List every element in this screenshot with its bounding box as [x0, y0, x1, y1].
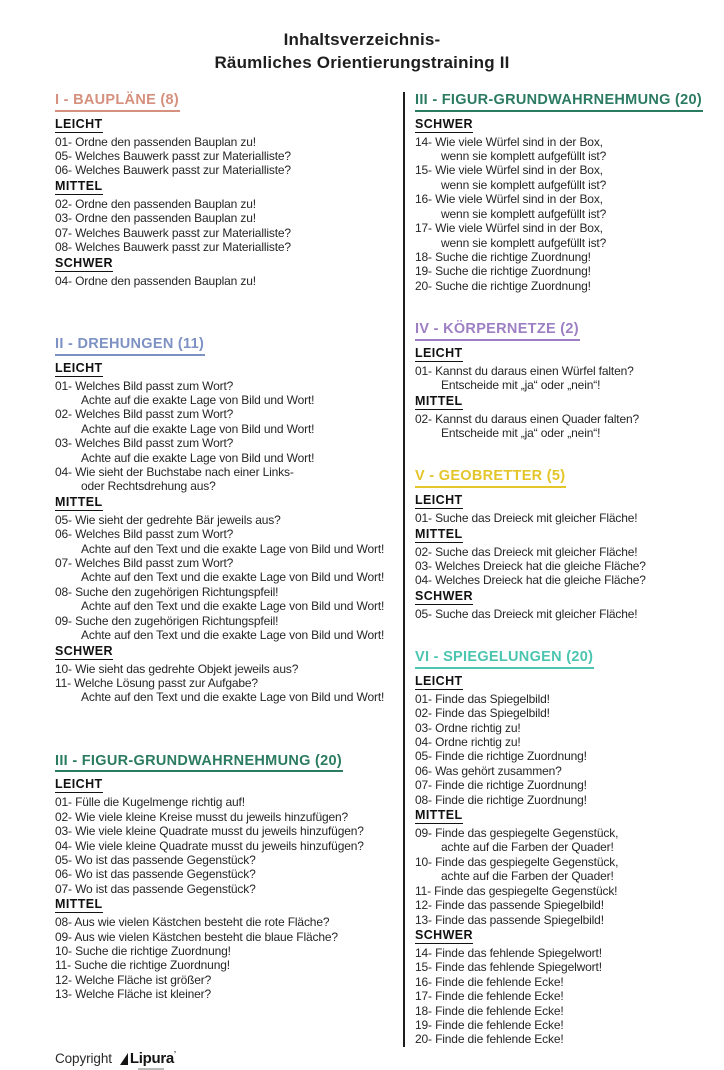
section-figur-grundwahrnehmung-right [415, 92, 712, 293]
toc-item-text: 14- Wie viele Würfel sind in der Box, [415, 134, 603, 149]
toc-item-text: 04- Ordne richtig zu! [415, 735, 521, 750]
footer [0, 1051, 724, 1067]
toc-item-text: 19- Suche die richtige Zuordnung! [415, 264, 591, 279]
toc-item-text: 15- Finde das fehlende Spiegelwort! [415, 960, 602, 975]
toc-item [415, 735, 712, 749]
difficulty-row [415, 345, 712, 364]
toc-item [415, 946, 712, 960]
toc-item-text: 06- Welches Bild passt zum Wort? [55, 527, 234, 542]
toc-item-subtext: Achte auf den Text und die exakte Lage von Bild und Wort! [81, 570, 385, 585]
toc-item [415, 793, 712, 807]
toc-item-text: 03- Welches Dreieck hat die gleiche Fläche? [415, 558, 646, 573]
section-heading-row [415, 92, 712, 116]
toc-item-text: 08- Finde die richtige Zuordnung! [415, 792, 587, 807]
difficulty-label-leicht: LEICHT [415, 673, 463, 688]
toc-item [415, 1004, 712, 1018]
toc-columns [0, 92, 724, 1047]
toc-item-text: 01- Kannst du daraus einen Würfel falten? [415, 363, 634, 378]
difficulty-row [55, 643, 403, 662]
toc-item-subtext: wenn sie komplett aufgefüllt ist? [441, 149, 607, 164]
toc-item [55, 795, 403, 809]
difficulty-row [415, 588, 712, 607]
difficulty-row [415, 116, 712, 135]
lipura-logo [120, 1051, 176, 1067]
toc-item-text: 01- Welches Bild passt zum Wort? [55, 378, 234, 393]
difficulty-row [55, 116, 403, 135]
toc-item-subtext: Achte auf die exakte Lage von Bild und Wort! [81, 450, 315, 465]
toc-item [55, 973, 403, 987]
toc-item-text: 02- Wie viele kleine Kreise musst du jeweils hinzufügen? [55, 809, 349, 824]
toc-item [55, 197, 403, 211]
section-figur-grundwahrnehmung-left [55, 753, 403, 1002]
toc-item-text: 01- Suche das Dreieck mit gleicher Fläche! [415, 511, 638, 526]
toc-item-text: 02- Finde das Spiegelbild! [415, 706, 550, 721]
toc-item-subtext: Achte auf den Text und die exakte Lage von Bild und Wort! [81, 690, 385, 705]
section-heading: VI - SPIEGELUNGEN (20) [415, 649, 594, 669]
toc-item-subtext: achte auf die Farben der Quader! [441, 869, 614, 884]
toc-item [415, 826, 712, 855]
toc-item [415, 163, 712, 192]
toc-item [415, 1032, 712, 1046]
section-heading-row [55, 336, 403, 360]
toc-item-text: 08- Aus wie vielen Kästchen besteht die rote Fläche? [55, 915, 330, 930]
toc-item-text: 05- Wo ist das passende Gegenstück? [55, 853, 256, 868]
toc-item-text: 20- Finde die fehlende Ecke! [415, 1032, 564, 1047]
toc-item [55, 211, 403, 225]
difficulty-label-mittel: MITTEL [55, 897, 103, 912]
toc-item [55, 958, 403, 972]
section-heading: IV - KÖRPERNETZE (2) [415, 321, 580, 341]
toc-item [415, 855, 712, 884]
toc-item-subtext: Achte auf den Text und die exakte Lage von Bild und Wort! [81, 599, 385, 614]
toc-item [415, 1018, 712, 1032]
toc-item-text: 08- Suche den zugehörigen Richtungspfeil! [55, 584, 279, 599]
difficulty-row [415, 492, 712, 511]
toc-item-text: 19- Finde die fehlende Ecke! [415, 1017, 564, 1032]
toc-item-subtext: Achte auf den Text und die exakte Lage von Bild und Wort! [81, 628, 385, 643]
section-heading-row [55, 92, 403, 116]
toc-item-text: 04- Wie viele kleine Quadrate musst du jeweils hinzufügen? [55, 838, 364, 853]
toc-item-text: 16- Wie viele Würfel sind in der Box, [415, 192, 603, 207]
difficulty-row [55, 494, 403, 513]
difficulty-label-mittel: MITTEL [415, 393, 463, 408]
toc-item-text: 06- Was gehört zusammen? [415, 763, 562, 778]
toc-item-text: 17- Finde die fehlende Ecke! [415, 989, 564, 1004]
toc-item-text: 11- Welche Lösung passt zur Aufgabe? [55, 675, 258, 690]
toc-item [415, 135, 712, 164]
toc-item [55, 436, 403, 465]
section-drehungen [55, 336, 403, 705]
toc-item-text: 20- Suche die richtige Zuordnung! [415, 278, 591, 293]
toc-item-text: 06- Welches Bauwerk passt zur Materialliste? [55, 163, 291, 178]
difficulty-row [55, 776, 403, 795]
toc-item [415, 898, 712, 912]
section-heading-row [415, 321, 712, 345]
toc-item-text: 18- Suche die richtige Zuordnung! [415, 249, 591, 264]
difficulty-row [415, 927, 712, 946]
toc-item [55, 513, 403, 527]
toc-item-subtext: Entscheide mit „ja“ oder „nein“! [441, 426, 601, 441]
page-title-line2: Räumliches Orientierungstraining II [214, 53, 510, 72]
toc-item-text: 15- Wie viele Würfel sind in der Box, [415, 163, 603, 178]
triangle-icon [120, 1053, 128, 1065]
trademark-icon: ’ [173, 1050, 176, 1058]
toc-item-text: 02- Ordne den passenden Bauplan zu! [55, 196, 256, 211]
section-heading: III - FIGUR-GRUNDWAHRNEHMUNG (20) [415, 92, 703, 112]
toc-item [415, 573, 712, 587]
difficulty-row [55, 178, 403, 197]
toc-item-text: 10- Suche die richtige Zuordnung! [55, 944, 231, 959]
difficulty-row [55, 255, 403, 274]
toc-item-text: 05- Finde die richtige Zuordnung! [415, 749, 587, 764]
toc-item-text: 07- Welches Bauwerk passt zur Materialliste? [55, 225, 291, 240]
toc-item [55, 853, 403, 867]
difficulty-row [415, 526, 712, 545]
section-geobretter [415, 468, 712, 621]
toc-item-subtext: wenn sie komplett aufgefüllt ist? [441, 177, 607, 192]
toc-item-text: 14- Finde das fehlende Spiegelwort! [415, 945, 602, 960]
toc-item-text: 03- Ordne richtig zu! [415, 720, 521, 735]
difficulty-label-leicht: LEICHT [55, 777, 103, 792]
toc-item [55, 149, 403, 163]
toc-item-text: 07- Wo ist das passende Gegenstück? [55, 881, 256, 896]
toc-item [55, 240, 403, 254]
toc-item [55, 824, 403, 838]
difficulty-row [415, 807, 712, 826]
toc-item-text: 03- Ordne den passenden Bauplan zu! [55, 211, 256, 226]
difficulty-label-schwer: SCHWER [55, 643, 113, 658]
toc-item [55, 226, 403, 240]
toc-item-text: 01- Fülle die Kugelmenge richtig auf! [55, 795, 245, 810]
toc-item [55, 614, 403, 643]
toc-item [415, 250, 712, 264]
column-right [405, 92, 712, 1047]
toc-item-text: 04- Wie sieht der Buchstabe nach einer Links- [55, 465, 294, 480]
toc-item-subtext: Achte auf den Text und die exakte Lage von Bild und Wort! [81, 541, 385, 556]
section-heading: I - BAUPLÄNE (8) [55, 92, 180, 112]
toc-item [55, 556, 403, 585]
page-header [0, 0, 724, 74]
toc-item [55, 867, 403, 881]
toc-item [55, 527, 403, 556]
toc-item-text: 05- Suche das Dreieck mit gleicher Fläche! [415, 606, 638, 621]
page-title-line1: Inhaltsverzeichnis- [283, 30, 441, 49]
toc-item-text: 09- Finde das gespiegelte Gegenstück, [415, 826, 619, 841]
toc-item-text: 10- Finde das gespiegelte Gegenstück, [415, 854, 619, 869]
toc-item-text: 09- Suche den zugehörigen Richtungspfeil! [55, 613, 279, 628]
toc-item [55, 465, 403, 494]
toc-item-subtext: Achte auf die exakte Lage von Bild und Wort! [81, 421, 315, 436]
toc-item [55, 676, 403, 705]
toc-item-text: 10- Wie sieht das gedrehte Objekt jeweils aus? [55, 661, 299, 676]
toc-item [415, 706, 712, 720]
section-spiegelungen [415, 649, 712, 1047]
toc-item [55, 944, 403, 958]
toc-item-text: 02- Kannst du daraus einen Quader falten? [415, 411, 640, 426]
difficulty-label-mittel: MITTEL [55, 178, 103, 193]
toc-item [415, 975, 712, 989]
toc-item [55, 810, 403, 824]
toc-item-text: 04- Ordne den passenden Bauplan zu! [55, 273, 256, 288]
toc-item [55, 662, 403, 676]
column-left [55, 92, 403, 1047]
toc-item-subtext: wenn sie komplett aufgefüllt ist? [441, 206, 607, 221]
toc-item-text: 03- Welches Bild passt zum Wort? [55, 436, 234, 451]
toc-item [415, 989, 712, 1003]
toc-item-subtext: oder Rechtsdrehung aus? [81, 479, 216, 494]
toc-item [415, 364, 712, 393]
toc-item-text: 04- Welches Dreieck hat die gleiche Fläche? [415, 573, 646, 588]
toc-item-text: 01- Finde das Spiegelbild! [415, 691, 550, 706]
toc-item-text: 07- Finde die richtige Zuordnung! [415, 778, 587, 793]
section-heading-row [55, 753, 403, 777]
toc-item [415, 692, 712, 706]
toc-item [415, 279, 712, 293]
toc-item-text: 18- Finde die fehlende Ecke! [415, 1003, 564, 1018]
toc-item-text: 03- Wie viele kleine Quadrate musst du jeweils hinzufügen? [55, 824, 364, 839]
toc-item-text: 09- Aus wie vielen Kästchen besteht die blaue Fläche? [55, 929, 338, 944]
toc-item [55, 839, 403, 853]
difficulty-label-schwer: SCHWER [415, 116, 473, 131]
difficulty-label-mittel: MITTEL [55, 494, 103, 509]
toc-item [55, 987, 403, 1001]
brand-name: Lipura [129, 1049, 174, 1067]
toc-item-text: 02- Suche das Dreieck mit gleicher Fläche! [415, 544, 638, 559]
toc-item-subtext: wenn sie komplett aufgefüllt ist? [441, 235, 607, 250]
toc-item-text: 13- Welche Fläche ist kleiner? [55, 987, 212, 1002]
toc-item-text: 05- Wie sieht der gedrehte Bär jeweils aus? [55, 512, 281, 527]
difficulty-label-mittel: MITTEL [415, 808, 463, 823]
copyright-label: Copyright [55, 1051, 112, 1067]
toc-item [55, 882, 403, 896]
toc-item-text: 08- Welches Bauwerk passt zur Materialliste? [55, 240, 291, 255]
difficulty-row [415, 393, 712, 412]
brand-wordmark [130, 1051, 176, 1067]
toc-item-subtext: achte auf die Farben der Quader! [441, 840, 614, 855]
toc-item [55, 407, 403, 436]
toc-item-subtext: Entscheide mit „ja“ oder „nein“! [441, 378, 601, 393]
toc-item [415, 559, 712, 573]
difficulty-row [55, 360, 403, 379]
toc-item [55, 135, 403, 149]
section-koerpernetze [415, 321, 712, 440]
toc-item [415, 778, 712, 792]
toc-item-text: 02- Welches Bild passt zum Wort? [55, 407, 234, 422]
toc-item-text: 12- Welche Fläche ist größer? [55, 972, 212, 987]
difficulty-label-schwer: SCHWER [415, 588, 473, 603]
toc-item [415, 884, 712, 898]
difficulty-label-schwer: SCHWER [415, 927, 473, 942]
difficulty-label-leicht: LEICHT [55, 116, 103, 131]
toc-item-text: 16- Finde die fehlende Ecke! [415, 974, 564, 989]
toc-item-subtext: Achte auf die exakte Lage von Bild und Wort! [81, 393, 315, 407]
toc-item-text: 01- Ordne den passenden Bauplan zu! [55, 134, 256, 149]
toc-item [415, 913, 712, 927]
section-bauplaene [55, 92, 403, 288]
toc-item [415, 545, 712, 559]
toc-item [55, 163, 403, 177]
toc-item [55, 930, 403, 944]
toc-item [415, 192, 712, 221]
toc-item [55, 915, 403, 929]
toc-item-text: 11- Finde das gespiegelte Gegenstück! [415, 883, 618, 898]
toc-item [415, 221, 712, 250]
toc-item-text: 06- Wo ist das passende Gegenstück? [55, 867, 256, 882]
toc-item-text: 11- Suche die richtige Zuordnung! [55, 958, 230, 973]
section-heading: III - FIGUR-GRUNDWAHRNEHMUNG (20) [55, 753, 343, 773]
toc-item [415, 960, 712, 974]
toc-item-text: 13- Finde das passende Spiegelbild! [415, 912, 604, 927]
toc-item [415, 749, 712, 763]
toc-item [415, 721, 712, 735]
toc-item [415, 764, 712, 778]
toc-item [415, 264, 712, 278]
section-heading-row [415, 649, 712, 673]
difficulty-label-schwer: SCHWER [55, 255, 113, 270]
toc-item [415, 607, 712, 621]
toc-item-text: 05- Welches Bauwerk passt zur Materialliste? [55, 149, 291, 164]
toc-item-text: 17- Wie viele Würfel sind in der Box, [415, 221, 603, 236]
toc-item-text: 07- Welches Bild passt zum Wort? [55, 556, 234, 571]
difficulty-label-mittel: MITTEL [415, 526, 463, 541]
section-heading: II - DREHUNGEN (11) [55, 336, 205, 356]
difficulty-row [55, 896, 403, 915]
toc-item [55, 585, 403, 614]
difficulty-label-leicht: LEICHT [55, 360, 103, 375]
toc-item [55, 274, 403, 288]
section-heading-row [415, 468, 712, 492]
toc-item-text: 12- Finde das passende Spiegelbild! [415, 898, 604, 913]
difficulty-label-leicht: LEICHT [415, 493, 463, 508]
difficulty-row [415, 673, 712, 692]
section-heading: V - GEOBRETTER (5) [415, 468, 566, 488]
difficulty-label-leicht: LEICHT [415, 345, 463, 360]
toc-item [55, 379, 403, 408]
toc-item [415, 412, 712, 441]
toc-item [415, 511, 712, 525]
